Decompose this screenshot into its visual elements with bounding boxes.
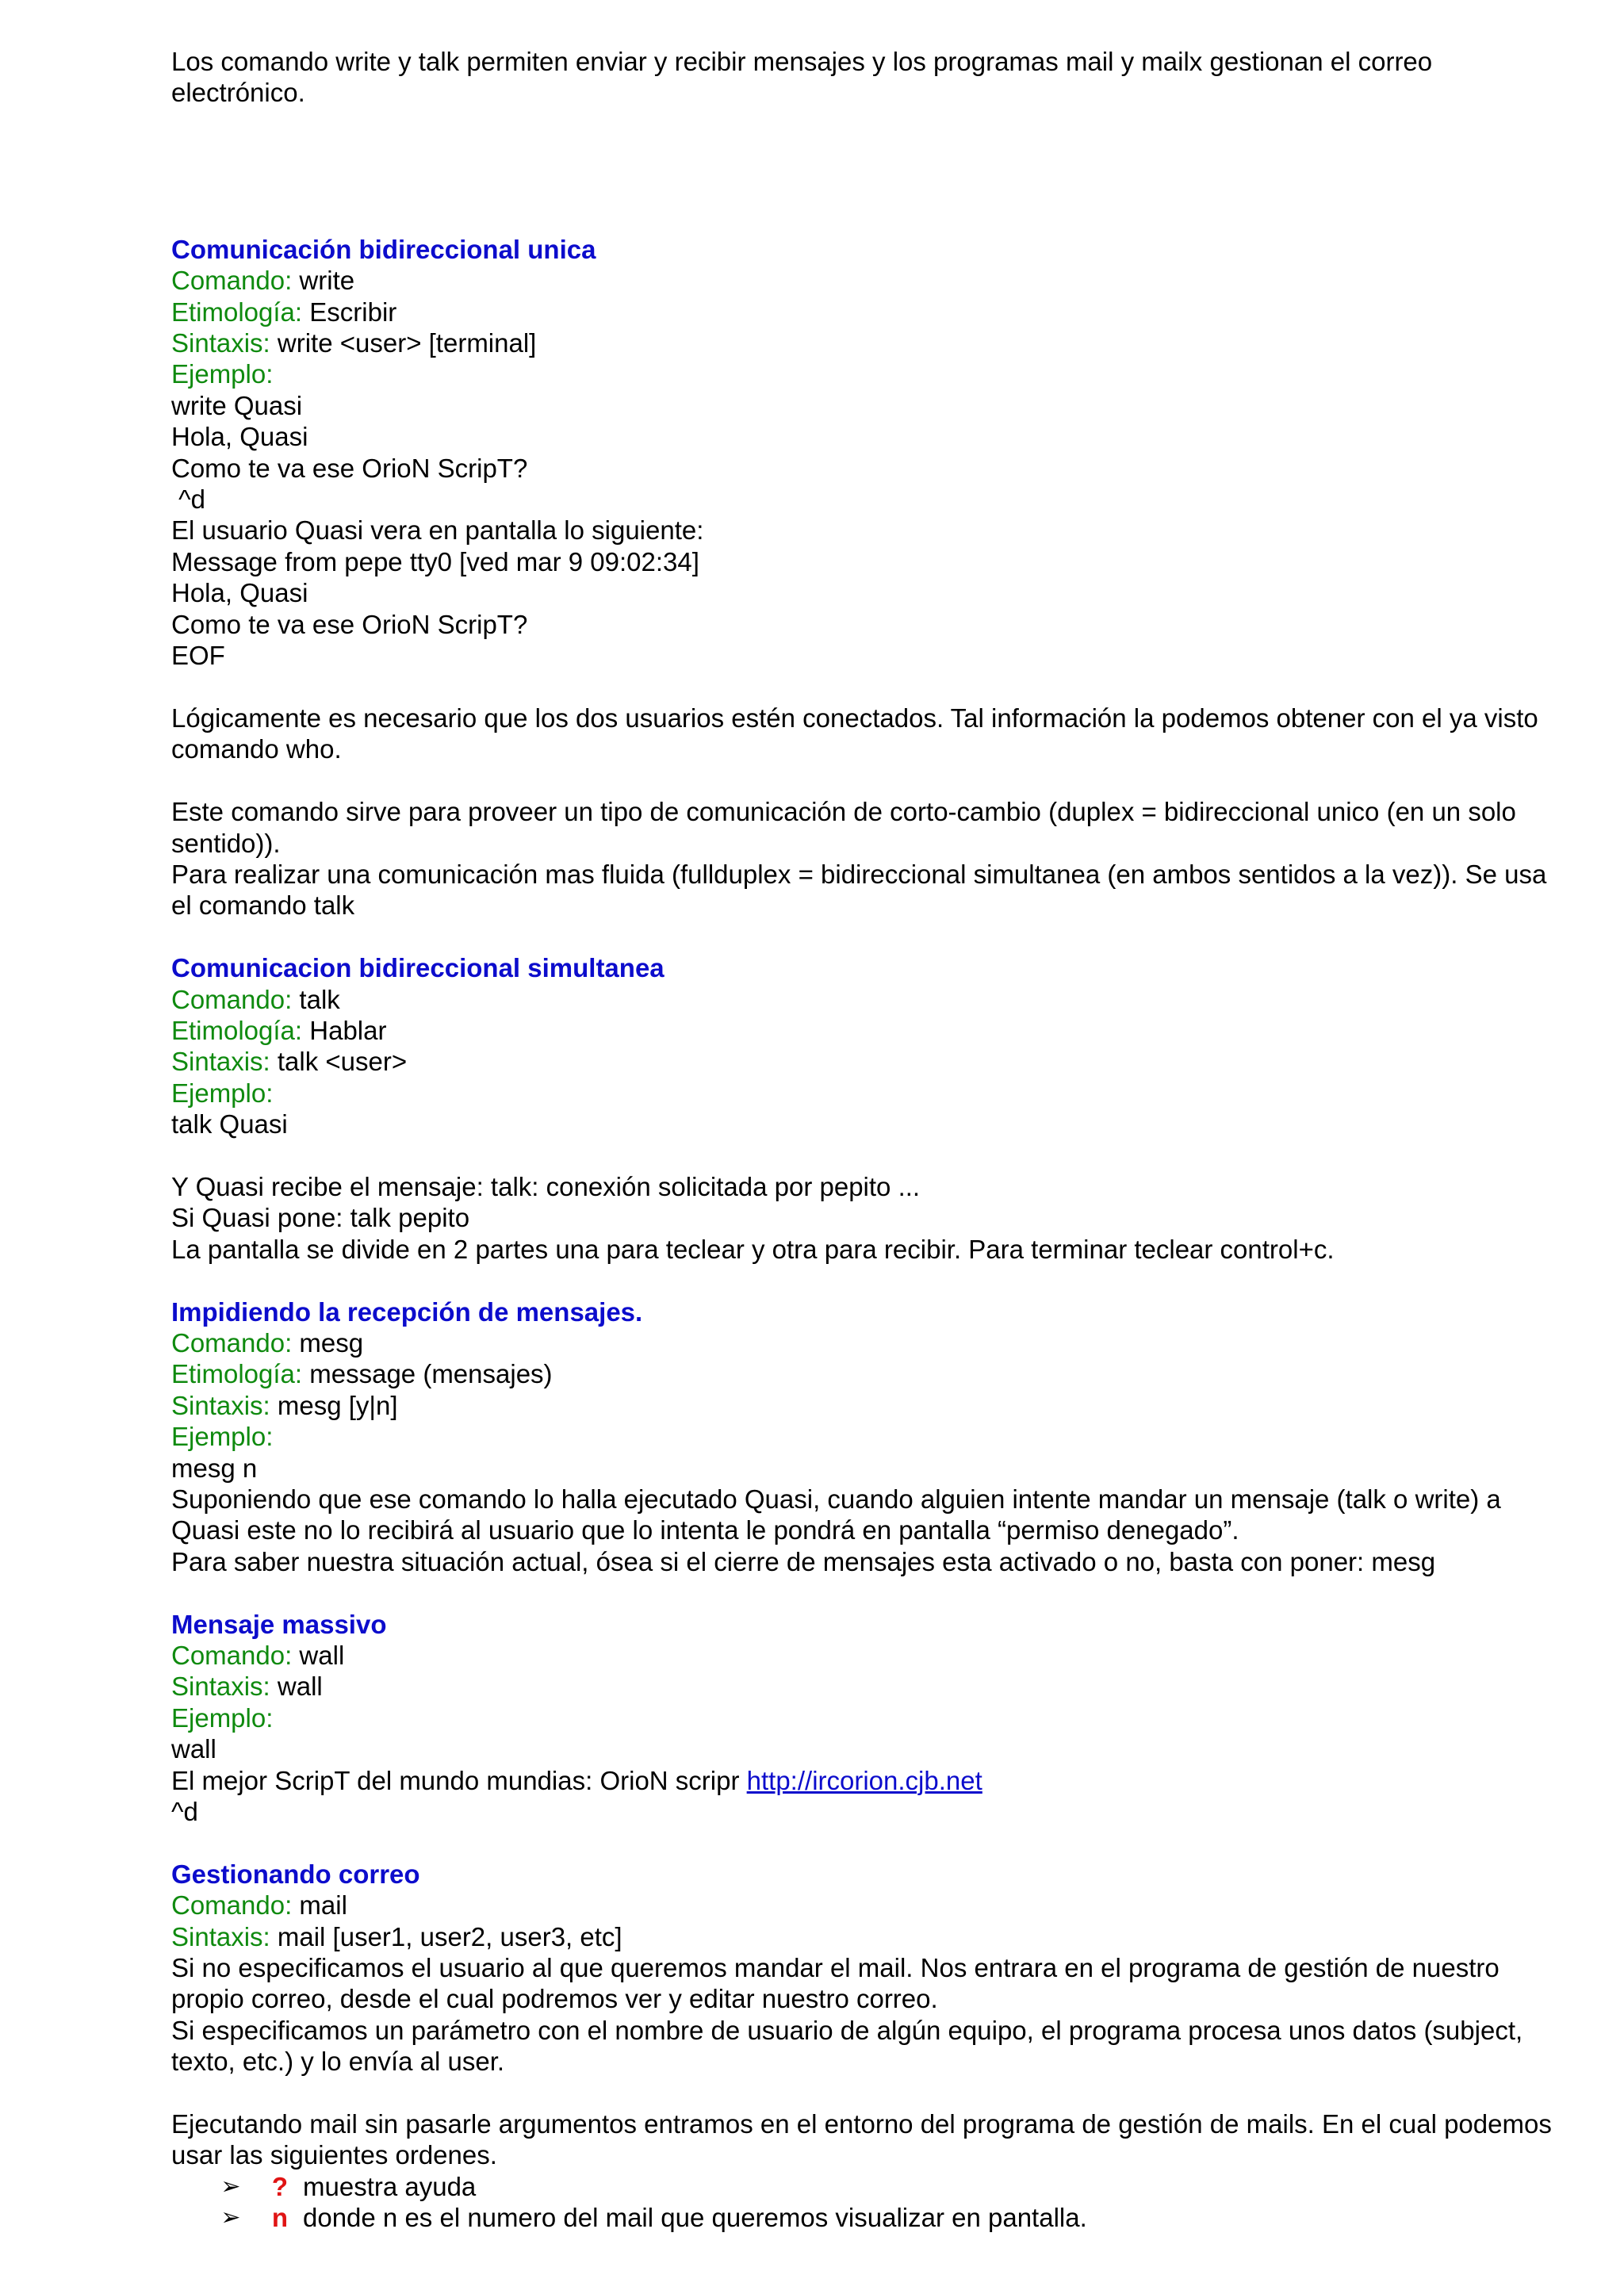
paragraph: Si no especificamos el usuario al que queremos mandar el mail. Nos entrara en el programa de gestión de nuestro propio correo, desde el cual podremos ver y editar nuestro correo. xyxy=(171,1953,1500,2014)
command-label: Comando: xyxy=(171,1641,293,1670)
command-label: Comando: xyxy=(171,1327,293,1358)
arrow-bullet-icon: ➢ xyxy=(220,2173,241,2200)
example-label: Ejemplo: xyxy=(171,1078,274,1108)
command-row xyxy=(171,984,1567,1015)
syntax-value: talk <user> xyxy=(270,1047,408,1077)
command-label: Comando: xyxy=(171,266,293,296)
etymology-label: Etimología: xyxy=(171,1015,303,1045)
example-label: Ejemplo: xyxy=(171,359,274,389)
syntax-value: wall xyxy=(270,1672,323,1702)
example-line: talk Quasi xyxy=(171,1109,288,1139)
etymology-value: Hablar xyxy=(302,1015,387,1045)
example-line: El usuario Quasi vera en pantalla lo siguiente: xyxy=(171,515,704,546)
syntax-label: Sintaxis: xyxy=(171,1047,270,1077)
list-item xyxy=(171,2171,1567,2202)
paragraph: Suponiendo que ese comando lo halla ejecutado Quasi, cuando alguien intente mandar un mensaje (talk o write) a Quasi este no lo recibirá al usuario que lo intenta le pondrá en pantalla “permiso denegado”. xyxy=(171,1484,1501,1545)
command-label: Comando: xyxy=(171,984,293,1014)
etymology-label: Etimología: xyxy=(171,297,303,327)
section-heading-mesg: Impidiendo la recepción de mensajes. xyxy=(171,1296,643,1327)
command-description: donde n es el numero del mail que queremos visualizar en pantalla. xyxy=(303,2203,1087,2233)
syntax-label: Sintaxis: xyxy=(171,1921,270,1951)
syntax-value: write <user> [terminal] xyxy=(270,328,537,358)
command-key: ? xyxy=(271,2171,289,2201)
spacer xyxy=(171,109,1567,234)
list-item xyxy=(171,2202,1567,2233)
ircorion-link[interactable]: http://ircorion.cjb.net xyxy=(746,1765,982,1795)
example-label: Ejemplo: xyxy=(171,1422,274,1452)
paragraph: Lógicamente es necesario que los dos usuarios estén conectados. Tal información la podemos obtener con el ya visto comando who. xyxy=(171,703,1538,764)
syntax-row xyxy=(171,327,1567,358)
example-label: Ejemplo: xyxy=(171,1702,274,1733)
example-line: ^d xyxy=(171,1797,198,1827)
example-line: EOF xyxy=(171,641,225,671)
syntax-label: Sintaxis: xyxy=(171,1672,270,1702)
syntax-row xyxy=(171,1390,1567,1421)
command-row xyxy=(171,1327,1567,1358)
syntax-label: Sintaxis: xyxy=(171,328,270,358)
syntax-value: mesg [y|n] xyxy=(270,1390,398,1420)
command-row xyxy=(171,1640,1567,1671)
command-key: n xyxy=(271,2203,289,2233)
command-value: talk xyxy=(292,984,340,1014)
etymology-row xyxy=(171,1015,1567,1046)
text-line: La pantalla se divide en 2 partes una para teclear y otra para recibir. Para terminar teclear control+c. xyxy=(171,1234,1335,1264)
command-label: Comando: xyxy=(171,1890,293,1921)
etymology-value: Escribir xyxy=(302,297,397,327)
syntax-label: Sintaxis: xyxy=(171,1390,270,1420)
example-line: ^d xyxy=(171,484,206,515)
paragraph: Para saber nuestra situación actual, ósea si el cierre de mensajes esta activado o no, basta con poner: mesg xyxy=(171,1546,1436,1576)
section-heading-wall: Mensaje massivo xyxy=(171,1609,387,1639)
etymology-label: Etimología: xyxy=(171,1359,303,1389)
mail-commands-list xyxy=(171,2171,1567,2234)
paragraph: Si especificamos un parámetro con el nombre de usuario de algún equipo, el programa procesa unos datos (subject, texto, etc.) y lo envía al user. xyxy=(171,2015,1523,2077)
etymology-row xyxy=(171,1358,1567,1389)
text-line: Si Quasi pone: talk pepito xyxy=(171,1203,470,1233)
etymology-row xyxy=(171,297,1567,327)
command-description: muestra ayuda xyxy=(303,2171,477,2201)
example-line: write Quasi xyxy=(171,390,303,420)
example-line: Como te va ese OrioN ScripT? xyxy=(171,609,528,639)
paragraph: Este comando sirve para proveer un tipo de comunicación de corto-cambio (duplex = bidireccional unico (en un solo sentido)). xyxy=(171,797,1516,858)
command-value: mesg xyxy=(292,1327,364,1358)
section-heading-mail: Gestionando correo xyxy=(171,1859,420,1889)
wall-message-text: El mejor ScripT del mundo mundias: OrioN scripr xyxy=(171,1765,747,1795)
example-line: Message from pepe tty0 [ved mar 9 09:02:34] xyxy=(171,546,699,576)
section-heading-write: Comunicación bidireccional unica xyxy=(171,234,596,264)
section-heading-talk: Comunicacion bidireccional simultanea xyxy=(171,953,665,983)
text-line: Y Quasi recibe el mensaje: talk: conexión solicitada por pepito ... xyxy=(171,1171,921,1201)
command-value: mail xyxy=(292,1890,347,1921)
etymology-value: message (mensajes) xyxy=(302,1359,553,1389)
example-line: Como te va ese OrioN ScripT? xyxy=(171,453,528,483)
example-line: mesg n xyxy=(171,1453,258,1483)
document-page xyxy=(171,46,1567,2234)
command-row xyxy=(171,265,1567,296)
command-row xyxy=(171,1890,1567,1921)
example-line: wall xyxy=(171,1734,216,1764)
syntax-row xyxy=(171,1921,1567,1952)
arrow-bullet-icon: ➢ xyxy=(220,2204,241,2231)
example-line: Hola, Quasi xyxy=(171,578,308,608)
wall-message-line xyxy=(171,1765,1567,1796)
syntax-row xyxy=(171,1671,1567,1702)
syntax-row xyxy=(171,1046,1567,1077)
paragraph: Ejecutando mail sin pasarle argumentos entramos en el entorno del programa de gestión de mails. En el cual podemos usar las siguientes ordenes. xyxy=(171,2109,1552,2170)
command-value: wall xyxy=(292,1641,345,1670)
command-value: write xyxy=(292,266,355,296)
paragraph: Para realizar una comunicación mas fluida (fullduplex = bidireccional simultanea (en ambos sentidos a la vez)). Se usa el comando talk xyxy=(171,859,1547,921)
syntax-value: mail [user1, user2, user3, etc] xyxy=(270,1921,622,1951)
intro-paragraph: Los comando write y talk permiten enviar y recibir mensajes y los programas mail y mailx gestionan el correo electrónico. xyxy=(171,47,1433,108)
example-line: Hola, Quasi xyxy=(171,422,308,452)
